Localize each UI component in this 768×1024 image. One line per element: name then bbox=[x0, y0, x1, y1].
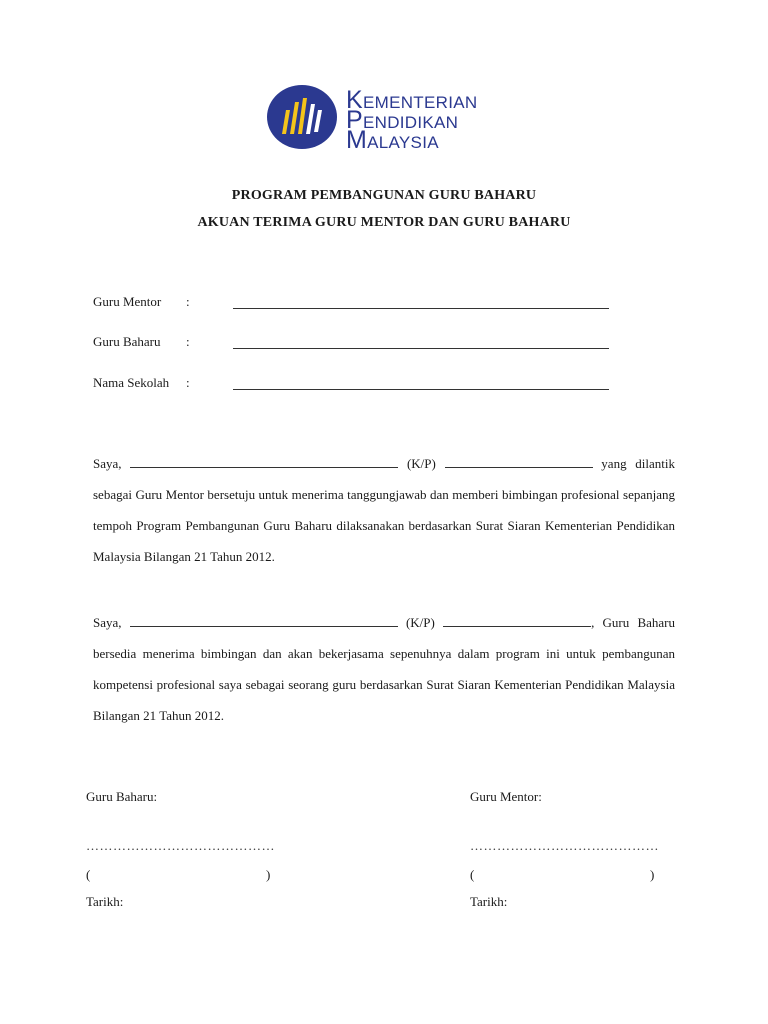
field-colon: : bbox=[186, 294, 190, 309]
field-nama-sekolah bbox=[93, 375, 613, 395]
kp-text: (K/P) bbox=[406, 456, 436, 471]
field-guru-baharu bbox=[93, 334, 613, 354]
field-label: Guru Baharu bbox=[93, 334, 161, 349]
kp-text: (K/P) bbox=[405, 615, 435, 630]
logo-text-line2: PENDIDIKAN bbox=[346, 106, 459, 134]
signature-label: Guru Baharu: bbox=[86, 789, 158, 804]
signature-label: Guru Mentor: bbox=[470, 789, 542, 804]
mentor-declaration-paragraph bbox=[93, 448, 675, 572]
signature-line[interactable]: …………………………………… bbox=[470, 838, 659, 853]
field-colon: : bbox=[186, 334, 190, 349]
nama-sekolah-input-line[interactable] bbox=[233, 389, 609, 390]
field-label: Nama Sekolah bbox=[93, 375, 170, 390]
document-subtitle: AKUAN TERIMA GURU MENTOR DAN GURU BAHARU bbox=[197, 215, 571, 230]
baharu-ic-blank[interactable] bbox=[443, 614, 591, 627]
saya-text: Saya, bbox=[93, 615, 122, 630]
field-colon: : bbox=[186, 375, 190, 390]
logo-text-line1: KEMENTERIAN bbox=[346, 86, 478, 114]
guru-mentor-input-line[interactable] bbox=[233, 308, 609, 309]
field-guru-mentor bbox=[93, 294, 613, 314]
signature-line[interactable]: …………………………………… bbox=[86, 838, 275, 853]
name-open-paren: ( bbox=[470, 867, 475, 882]
mentor-ic-blank[interactable] bbox=[445, 455, 593, 468]
ministry-logo bbox=[266, 84, 506, 154]
saya-text: Saya, bbox=[93, 456, 122, 471]
name-open-paren: ( bbox=[86, 867, 91, 882]
declaration-text: , Guru Baharu bersedia menerima bimbingan dan akan bekerjasama sepenuhnya dalam program ini untuk pembangunan kompetensi profesional saya sebagai seorang guru berdasarkan Surat Siaran Kementerian Pendidikan Malaysia Bilangan 21 Tahun 2012. bbox=[93, 615, 676, 723]
guru-baharu-input-line[interactable] bbox=[233, 348, 609, 349]
document-title: PROGRAM PEMBANGUNAN GURU BAHARU bbox=[231, 188, 537, 203]
date-label: Tarikh: bbox=[470, 894, 508, 909]
declaration-text: yang dilantik sebagai Guru Mentor bersetuju untuk menerima tanggungjawab dan memberi bimbingan profesional sepanjang tempoh Program Pembangunan Guru Baharu dilaksanakan berdasarkan Surat Siaran Kementerian Pendidikan Malaysia Bilangan 21 Tahun 2012. bbox=[93, 456, 675, 564]
name-close-paren: ) bbox=[650, 867, 655, 882]
field-label: Guru Mentor bbox=[93, 294, 162, 309]
baharu-name-blank[interactable] bbox=[130, 614, 398, 627]
mentor-name-blank[interactable] bbox=[130, 455, 398, 468]
baharu-declaration-paragraph bbox=[93, 607, 675, 731]
name-close-paren: ) bbox=[266, 867, 271, 882]
ministry-emblem-icon bbox=[266, 84, 338, 150]
logo-text-line3: MALAYSIA bbox=[346, 126, 439, 154]
date-label: Tarikh: bbox=[86, 894, 124, 909]
